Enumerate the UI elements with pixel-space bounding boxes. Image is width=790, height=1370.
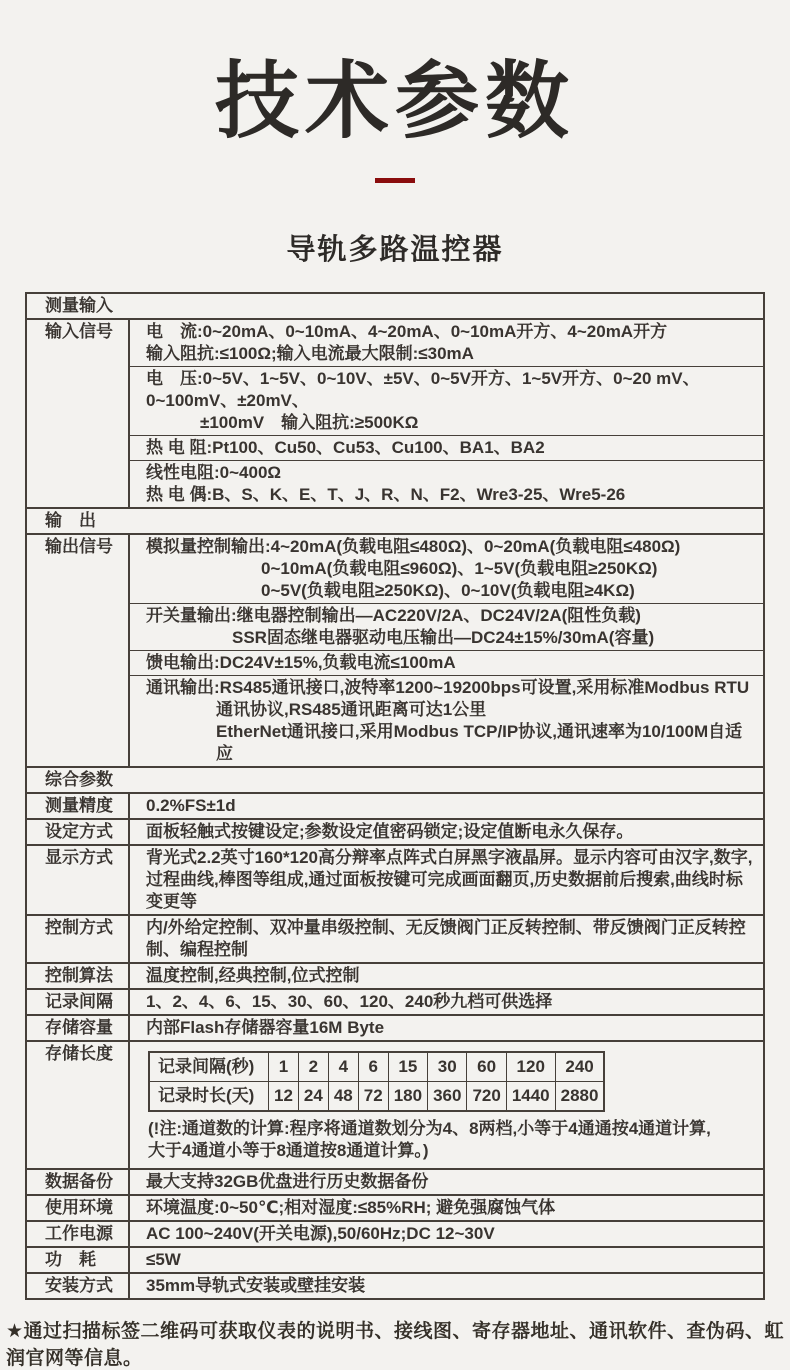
spec-line: 开关量输出:继电器控制输出—AC220V/2A、DC24V/2A(阻性负载) — [146, 606, 641, 626]
spec-label: 控制方式 — [45, 918, 113, 938]
section-row-general — [27, 766, 763, 792]
spec-value: 面板轻触式按键设定;参数设定值密码锁定;设定值断电永久保存。 — [128, 820, 763, 844]
spec-row-environment — [27, 1194, 763, 1220]
spec-line: 电 压:0~5V、1~5V、0~10V、±5V、0~5V开方、1~5V开方、0~20 mV、0~100mV、±20mV、 — [146, 369, 700, 411]
record-interval-header: 记录间隔(秒) — [149, 1052, 269, 1082]
table-row — [149, 1082, 604, 1112]
spec-value: AC 100~240V(开关电源),50/60Hz;DC 12~30V — [128, 1222, 763, 1246]
record-interval-value: 2 — [298, 1052, 328, 1082]
spec-line: 通讯输出:RS485通讯接口,波特率1200~19200bps可设置,采用标准Modbus RTU — [146, 678, 750, 698]
section-title: 测量输入 — [45, 296, 113, 316]
spec-label: 测量精度 — [45, 796, 113, 816]
spec-value: 0.2%FS±1d — [128, 794, 763, 818]
record-interval-value: 30 — [428, 1052, 467, 1082]
spec-value: 温度控制,经典控制,位式控制 — [128, 964, 763, 988]
spec-value: 最大支持32GB优盘进行历史数据备份 — [128, 1170, 763, 1194]
spec-line: 热 电 阻:Pt100、Cu50、Cu53、Cu100、BA1、BA2 — [146, 438, 545, 458]
spec-row-power-supply — [27, 1220, 763, 1246]
output-analog-cell — [130, 535, 763, 603]
spec-label: 安装方式 — [45, 1276, 113, 1296]
red-divider-bar — [375, 178, 415, 183]
table-row — [149, 1052, 604, 1082]
spec-content — [128, 1042, 763, 1168]
section-row-output — [27, 507, 763, 533]
spec-label: 存储长度 — [45, 1044, 113, 1064]
spec-label: 记录间隔 — [45, 992, 113, 1012]
input-current-cell — [130, 320, 763, 366]
output-feed-cell — [130, 650, 763, 675]
spec-value: 环境温度:0~50℃;相对湿度:≤85%RH; 避免强腐蚀气体 — [128, 1196, 763, 1220]
channel-note — [148, 1118, 763, 1162]
product-subtitle: 导轨多路温控器 — [286, 234, 504, 267]
record-duration-value: 2880 — [555, 1082, 604, 1112]
spec-row-installation — [27, 1272, 763, 1298]
spec-row-input-signal — [27, 318, 763, 507]
spec-line: ±100mV 输入阻抗:≥500KΩ — [200, 413, 419, 433]
record-duration-value: 24 — [298, 1082, 328, 1112]
spec-line: 输入阻抗:≤100Ω;输入电流最大限制:≤30mA — [146, 344, 474, 364]
output-switch-cell — [130, 603, 763, 650]
section-title: 综合参数 — [45, 770, 113, 790]
output-comm-cell — [130, 675, 763, 766]
record-duration-value: 360 — [428, 1082, 467, 1112]
spec-label: 设定方式 — [45, 822, 113, 842]
section-title: 输 出 — [45, 511, 96, 531]
spec-line: 热 电 偶:B、S、K、E、T、J、R、N、F2、Wre3-25、Wre5-26 — [146, 485, 626, 505]
record-interval-value: 15 — [388, 1052, 427, 1082]
spec-row-power-consumption — [27, 1246, 763, 1272]
record-interval-value: 4 — [328, 1052, 358, 1082]
record-interval-value: 6 — [358, 1052, 388, 1082]
spec-line: 0~5V(负载电阻≥250KΩ)、0~10V(负载电阻≥4KΩ) — [261, 581, 635, 601]
input-rtd-cell — [130, 435, 763, 460]
spec-label: 工作电源 — [45, 1224, 113, 1244]
spec-line: 通讯协议,RS485通讯距离可达1公里 — [216, 700, 487, 720]
spec-row-output-signal — [27, 533, 763, 766]
spec-label: 输入信号 — [45, 322, 113, 342]
record-duration-value: 72 — [358, 1082, 388, 1112]
spec-label: 输出信号 — [45, 537, 113, 557]
spec-value: 内/外给定控制、双冲量串级控制、无反馈阀门正反转控制、带反馈阀门正反转控制、编程控制 — [128, 916, 763, 962]
note-line: 大于4通道小等于8通道按8通道计算。) — [148, 1141, 429, 1161]
spec-row-control-mode — [27, 914, 763, 962]
record-duration-value: 48 — [328, 1082, 358, 1112]
spec-value: 35mm导轨式安装或壁挂安装 — [128, 1274, 763, 1298]
page — [0, 54, 790, 1370]
qr-footnote: ★通过扫描标签二维码可获取仪表的说明书、接线图、寄存器地址、通讯软件、查伪码、虹润官网等信息。 — [6, 1321, 785, 1370]
input-voltage-cell — [130, 366, 763, 435]
record-interval-value: 1 — [269, 1052, 299, 1082]
spec-row-display-mode — [27, 844, 763, 914]
spec-label: 功 耗 — [45, 1250, 96, 1270]
spec-label: 存储容量 — [45, 1018, 113, 1038]
spec-line: 0~10mA(负载电阻≤960Ω)、1~5V(负载电阻≥250KΩ) — [261, 559, 658, 579]
page-title: 技术参数 — [214, 54, 575, 148]
spec-row-data-backup — [27, 1168, 763, 1194]
record-duration-value: 12 — [269, 1082, 299, 1112]
spec-line: 电 流:0~20mA、0~10mA、4~20mA、0~10mA开方、4~20mA开方 — [146, 322, 668, 342]
record-interval-value: 240 — [555, 1052, 604, 1082]
record-duration-header: 记录时长(天) — [149, 1082, 269, 1112]
spec-row-setting-mode — [27, 818, 763, 844]
spec-value: 内部Flash存储器容量16M Byte — [128, 1016, 763, 1040]
spec-content — [128, 535, 763, 766]
spec-row-accuracy — [27, 792, 763, 818]
spec-value: ≤5W — [128, 1248, 763, 1272]
spec-row-storage-length — [27, 1040, 763, 1168]
spec-content — [128, 320, 763, 507]
spec-row-record-interval — [27, 988, 763, 1014]
spec-line: SSR固态继电器驱动电压输出—DC24±15%/30mA(容量) — [232, 628, 655, 648]
record-duration-value: 180 — [388, 1082, 427, 1112]
spec-row-control-algorithm — [27, 962, 763, 988]
record-interval-value: 120 — [506, 1052, 555, 1082]
record-length-table — [148, 1051, 605, 1112]
record-interval-value: 60 — [467, 1052, 506, 1082]
spec-line: 线性电阻:0~400Ω — [146, 463, 282, 483]
input-resistance-tc-cell — [130, 460, 763, 507]
spec-table — [25, 292, 765, 1300]
spec-label: 控制算法 — [45, 966, 113, 986]
spec-line: EtherNet通讯接口,采用Modbus TCP/IP协议,通讯速率为10/100M自适应 — [216, 722, 743, 764]
spec-line: 模拟量控制输出:4~20mA(负载电阻≤480Ω)、0~20mA(负载电阻≤480Ω) — [146, 537, 681, 557]
note-line: (!注:通道数的计算:程序将通道数划分为4、8两档,小等于4通通按4通道计算, — [148, 1119, 711, 1139]
spec-value: 1、2、4、6、15、30、60、120、240秒九档可供选择 — [128, 990, 763, 1014]
spec-value: 背光式2.2英寸160*120高分辩率点阵式白屏黑字液晶屏。显示内容可由汉字,数字,过程曲线,棒图等组成,通过面板按键可完成画面翻页,历史数据前后搜索,曲线时标变更等 — [128, 846, 763, 914]
spec-line: 馈电输出:DC24V±15%,负载电流≤100mA — [146, 653, 456, 673]
section-row-measure-input — [27, 294, 763, 318]
record-duration-value: 720 — [467, 1082, 506, 1112]
spec-label: 使用环境 — [45, 1198, 113, 1218]
spec-label: 显示方式 — [45, 848, 113, 868]
record-duration-value: 1440 — [506, 1082, 555, 1112]
spec-label: 数据备份 — [45, 1172, 113, 1192]
spec-row-storage-capacity — [27, 1014, 763, 1040]
